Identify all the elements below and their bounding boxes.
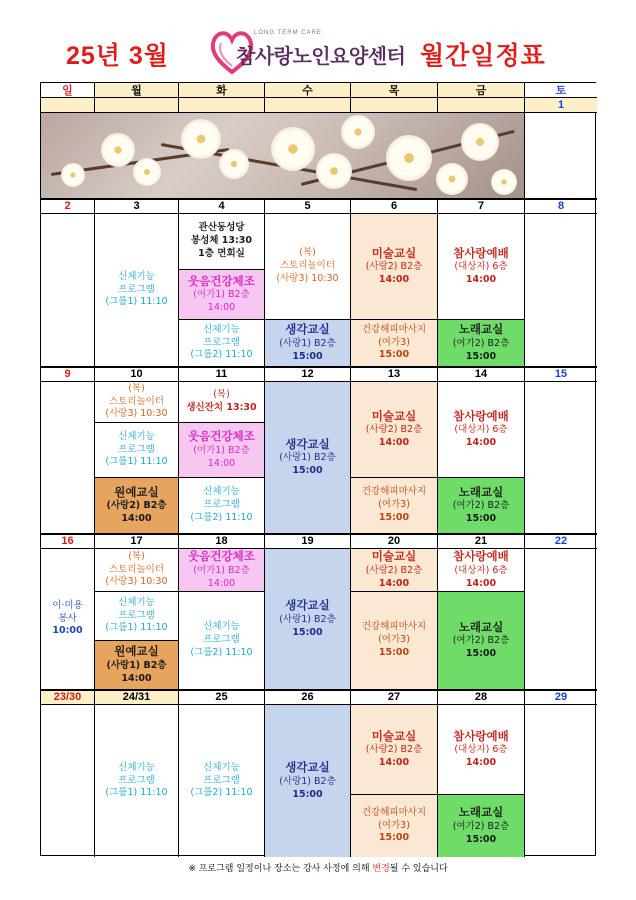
- date-number: 19: [265, 534, 351, 549]
- date-number: 3: [95, 199, 179, 214]
- empty-date-cell: [351, 98, 438, 113]
- event-singing-class: 노래교실 (여가2) B2층 15:00: [438, 592, 525, 690]
- empty-date-cell: [95, 98, 179, 113]
- event-massage: 건강해피마사지 (여가3) 15:00: [351, 478, 438, 534]
- event-gardening-class: 원예교실 (사랑1) B2층 14:00: [95, 641, 179, 690]
- date-number: 6: [351, 199, 438, 214]
- date-number: 28: [438, 690, 525, 705]
- empty-cell: [525, 214, 597, 367]
- date-number: 16: [41, 534, 95, 549]
- event-birthday-party: (복) 생신잔치 13:30: [179, 382, 265, 423]
- event-storyland: (복) 스토리놀이터 (사랑3) 10:30: [95, 549, 179, 592]
- weekday-thu: 목: [351, 83, 438, 98]
- weekday-mon: 월: [95, 83, 179, 98]
- weekday-sun: 일: [41, 83, 95, 98]
- date-number: 25: [179, 690, 265, 705]
- empty-date-cell: [438, 98, 525, 113]
- weekday-sat: 토: [525, 83, 597, 98]
- event-body-program: 신체기능 프로그램 (그룹1) 11:10: [95, 423, 179, 478]
- date-number: 15: [525, 367, 597, 382]
- logo-tagline: LONG TERM CARE: [254, 30, 322, 36]
- event-laugh-exercise: 웃음건강체조 (여가1) B2층 14:00: [179, 549, 265, 592]
- date-number: 21: [438, 534, 525, 549]
- date-number: 20: [351, 534, 438, 549]
- date-number: 29: [525, 690, 597, 705]
- schedule-notice: ※ 프로그램 일정이나 장소는 강사 사정에 의해 변경될 수 있습니다: [188, 864, 448, 874]
- event-haircut-volunteer: 이·미용 봉사 10:00: [41, 549, 95, 690]
- weekday-fri: 금: [438, 83, 525, 98]
- empty-cell: [41, 214, 95, 367]
- empty-cell: [41, 382, 95, 534]
- empty-date-cell: [41, 98, 95, 113]
- date-number: 22: [525, 534, 597, 549]
- event-art-class: 미술교실 (사랑2) B2층 14:00: [351, 705, 438, 795]
- page-header: [0, 22, 636, 80]
- empty-date-cell: [265, 98, 351, 113]
- event-body-program: 신체기능 프로그램 (그룹2) 11:10: [179, 592, 265, 690]
- date-number: 11: [179, 367, 265, 382]
- center-logo: [210, 28, 415, 78]
- date-number: 17: [95, 534, 179, 549]
- date-number: 23/30: [41, 690, 95, 705]
- date-number: 13: [351, 367, 438, 382]
- event-body-program: 신체기능 프로그램 (그룹1) 11:10: [95, 214, 179, 367]
- event-body-program: 신체기능 프로그램 (그룹2) 11:10: [179, 705, 265, 857]
- month-title: 25년 3월: [66, 42, 169, 70]
- event-singing-class: 노래교실 (여가2) B2층 15:00: [438, 320, 525, 367]
- weekday-tue: 화: [179, 83, 265, 98]
- empty-cell: [525, 382, 597, 534]
- date-number: 18: [179, 534, 265, 549]
- event-laugh-exercise: 웃음건강체조 (여가1) B2층 14:00: [179, 270, 265, 320]
- empty-cell: [525, 549, 597, 690]
- event-body-program: 신체기능 프로그램 (그룹1) 11:10: [95, 592, 179, 641]
- event-thinking-class: 생각교실 (사랑1) B2층 15:00: [265, 320, 351, 367]
- event-storyland: (복) 스토리놀이터 (사랑3) 10:30: [265, 214, 351, 320]
- date-number: 26: [265, 690, 351, 705]
- date-number: 27: [351, 690, 438, 705]
- event-thinking-class: 생각교실 (사랑1) B2층 15:00: [265, 705, 351, 857]
- date-number: 5: [265, 199, 351, 214]
- date-number: 8: [525, 199, 597, 214]
- event-body-program: 신체기능 프로그램 (그룹2) 11:10: [179, 478, 265, 534]
- event-singing-class: 노래교실 (여가2) B2층 15:00: [438, 795, 525, 857]
- event-worship: 참사랑예배 (대상자) 6층 14:00: [438, 549, 525, 592]
- event-thinking-class: 생각교실 (사랑1) B2층 15:00: [265, 382, 351, 534]
- date-number: 7: [438, 199, 525, 214]
- schedule-title: 월간일정표: [420, 42, 546, 70]
- date-number: 2: [41, 199, 95, 214]
- date-number: 12: [265, 367, 351, 382]
- event-massage: 건강해피마사지 (여가3) 15:00: [351, 795, 438, 857]
- date-number: 1: [525, 98, 597, 113]
- event-massage: 건강해피마사지 (여가3) 15:00: [351, 592, 438, 690]
- event-laugh-exercise: 웃음건강체조 (여가1) B2층 14:00: [179, 423, 265, 478]
- date-number: 4: [179, 199, 265, 214]
- event-body-program: 신체기능 프로그램 (그룹2) 11:10: [179, 320, 265, 367]
- blossom-photo: [41, 113, 525, 199]
- event-art-class: 미술교실 (사랑2) B2층 14:00: [351, 549, 438, 592]
- event-storyland: (복) 스토리놀이터 (사랑3) 10:30: [95, 382, 179, 423]
- event-worship: 참사랑예배 (대상자) 6층 14:00: [438, 705, 525, 795]
- event-worship: 참사랑예배 (대상자) 6층 14:00: [438, 214, 525, 320]
- event-body-program: 신체기능 프로그램 (그룹1) 11:10: [95, 705, 179, 857]
- empty-cell: [41, 705, 95, 857]
- event-art-class: 미술교실 (사랑2) B2층 14:00: [351, 214, 438, 320]
- empty-date-cell: [179, 98, 265, 113]
- event-thinking-class: 생각교실 (사랑1) B2층 15:00: [265, 549, 351, 690]
- monthly-calendar: [40, 82, 596, 856]
- date-number: 24/31: [95, 690, 179, 705]
- date-number: 14: [438, 367, 525, 382]
- date-number: 10: [95, 367, 179, 382]
- event-mass: 관산동성당 봉성체 13:30 1층 면회실: [179, 214, 265, 270]
- date-number: 9: [41, 367, 95, 382]
- event-gardening-class: 원예교실 (사랑2) B2층 14:00: [95, 478, 179, 534]
- empty-cell: [525, 705, 597, 857]
- empty-cell: [525, 113, 597, 199]
- event-art-class: 미술교실 (사랑2) B2층 14:00: [351, 382, 438, 478]
- event-massage: 건강해피마사지 (여가3) 15:00: [351, 320, 438, 367]
- weekday-wed: 수: [265, 83, 351, 98]
- event-singing-class: 노래교실 (여가2) B2층 15:00: [438, 478, 525, 534]
- logo-name: 참사랑노인요양센터: [236, 46, 406, 68]
- event-worship: 참사랑예배 (대상자) 6층 14:00: [438, 382, 525, 478]
